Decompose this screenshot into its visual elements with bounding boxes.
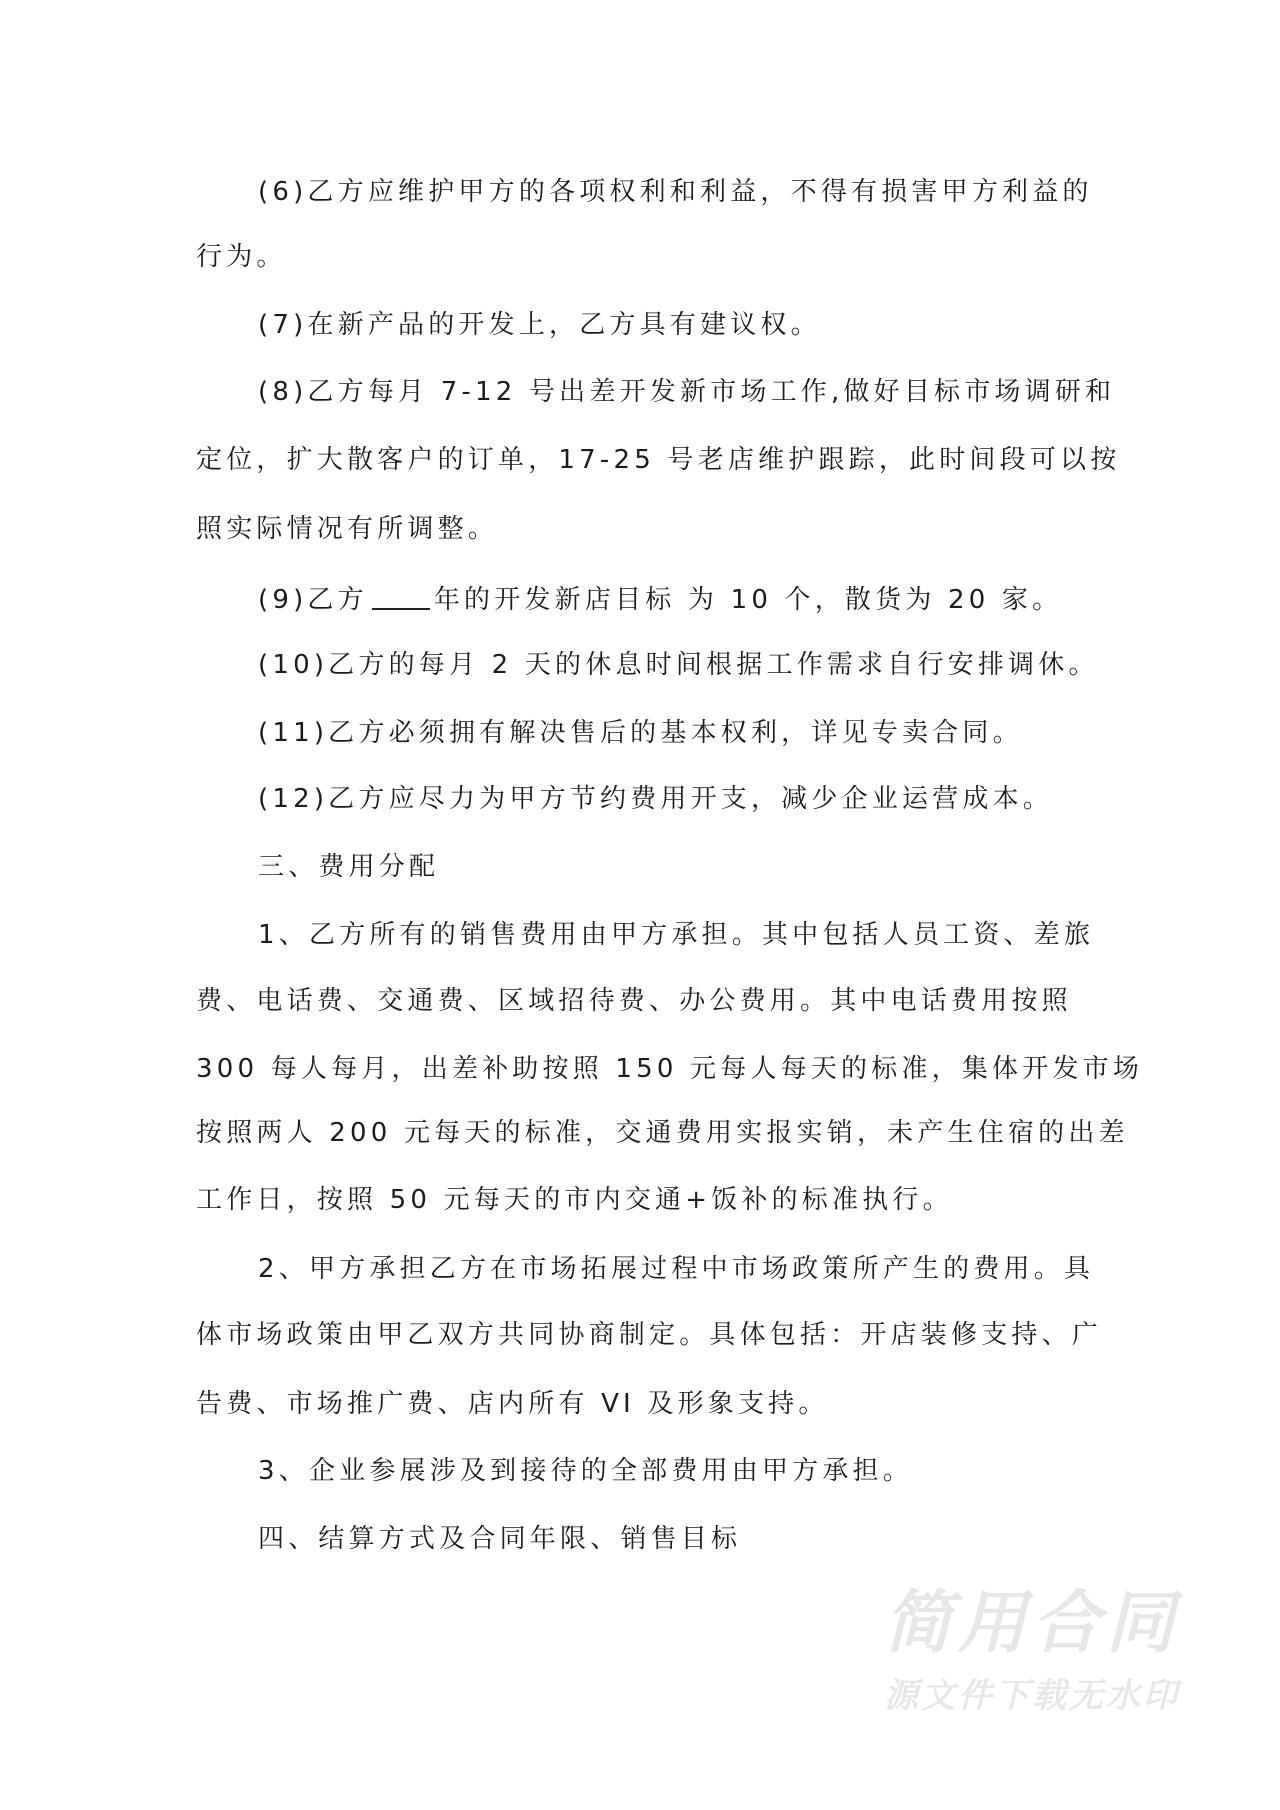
clause-8-line-1: (8)乙方每月 7-12 号出差开发新市场工作,做好目标市场调研和 (258, 377, 1116, 407)
section-4-heading: 四、结算方式及合同年限、销售目标 (258, 1524, 742, 1554)
item-3: 3、企业参展涉及到接待的全部费用由甲方承担。 (258, 1456, 913, 1486)
clause-10: (10)乙方的每月 2 天的休息时间根据工作需求自行安排调休。 (258, 650, 1099, 680)
item-2-line-2: 体市场政策由甲乙双方共同协商制定。具体包括：开店装修支持、广 (196, 1320, 1103, 1350)
year-blank-field (372, 582, 430, 610)
item-1-line-3: 300 每人每月，出差补助按照 150 元每人每天的标准，集体开发市场 (196, 1054, 1144, 1084)
clause-6-line-1: (6)乙方应维护甲方的各项权利和利益，不得有损害甲方利益的 (258, 177, 1093, 207)
item-1-line-2: 费、电话费、交通费、区域招待费、办公费用。其中电话费用按照 (196, 986, 1072, 1016)
clause-8-line-3: 照实际情况有所调整。 (196, 514, 499, 544)
item-1-line-4: 按照两人 200 元每天的标准，交通费用实报实销，未产生住宿的出差 (196, 1118, 1129, 1148)
watermark-subtitle: 源文件下载无水印 (884, 1676, 1180, 1716)
clause-8-line-2: 定位，扩大散客户的订单，17-25 号老店维护跟踪，此时间段可以按 (196, 445, 1121, 475)
section-3-heading: 三、费用分配 (258, 852, 440, 882)
item-1-line-1: 1、乙方所有的销售费用由甲方承担。其中包括人员工资、差旅 (258, 920, 1095, 950)
clause-11: (11)乙方必须拥有解决售后的基本权利，详见专卖合同。 (258, 718, 1023, 748)
clause-7: (7)在新产品的开发上，乙方具有建议权。 (258, 310, 821, 340)
item-2-line-1: 2、甲方承担乙方在市场拓展过程中市场政策所产生的费用。具 (258, 1254, 1095, 1284)
clause-9 (258, 582, 1062, 614)
clause-9-suffix: 年的开发新店目标 为 10 个，散货为 20 家。 (433, 585, 1063, 615)
item-2-line-3: 告费、市场推广费、店内所有 VI 及形象支持。 (196, 1389, 829, 1419)
clause-6-line-2: 行为。 (196, 242, 287, 272)
item-1-line-5: 工作日，按照 50 元每天的市内交通+饭补的标准执行。 (196, 1185, 953, 1215)
watermark-title: 简用合同 (884, 1584, 1181, 1663)
clause-9-prefix: (9)乙方 (258, 585, 368, 615)
clause-12: (12)乙方应尽力为甲方节约费用开支，减少企业运营成本。 (258, 784, 1053, 814)
